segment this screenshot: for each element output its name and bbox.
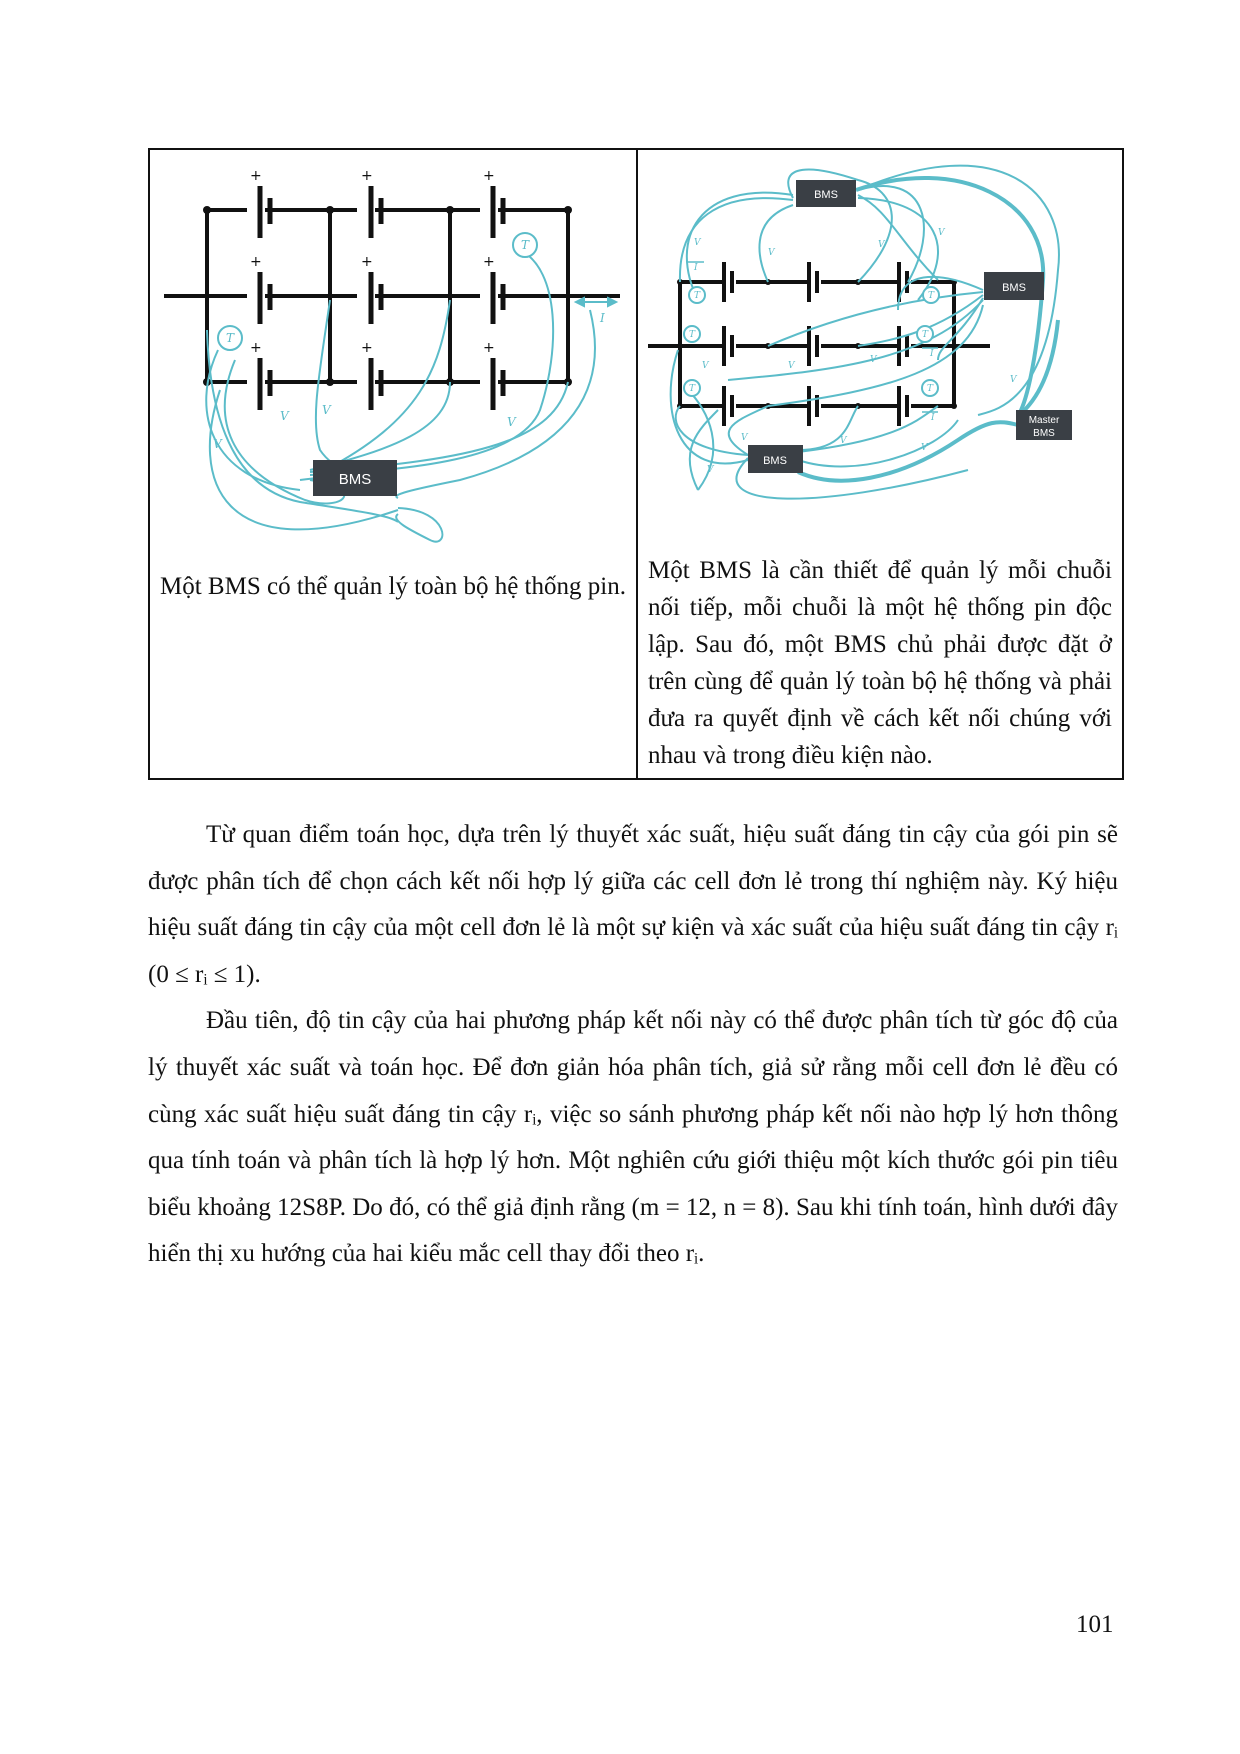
plus-label: + [483,254,495,270]
battery-cell-icon [724,326,732,366]
right-bms-middle [984,272,1044,300]
temp-label: T [689,330,696,340]
temp-label: T [927,384,934,394]
current-arrow-icon [576,298,616,306]
temp-label: T [689,384,696,394]
voltage-label: V [322,403,331,417]
plus-label: + [250,340,262,356]
plus-label: + [483,340,495,356]
battery-cell-icon [899,386,907,426]
temp-label: T [694,291,701,301]
voltage-label: V [921,443,928,453]
right-sensor-labels [689,228,1018,475]
voltage-label: V [938,228,945,238]
voltage-label: V [870,355,877,365]
plus-label: + [361,168,373,184]
current-label: I [930,349,934,359]
bms-label: BMS [814,189,838,201]
left-temp-sensors [218,233,537,350]
voltage-label: V [213,437,222,451]
left-bms-box [313,460,397,496]
page-number: 101 [1076,1611,1114,1638]
voltage-label: V [694,238,701,248]
left-caption: Một BMS có thể quản lý toàn bộ hệ thống pin. [160,573,626,600]
right-bms-bottom [748,445,803,473]
plus-label: + [361,340,373,356]
body-text [148,812,1118,1278]
voltage-label: V [878,240,885,250]
temp-label: T [922,330,929,340]
right-figure-cell [637,149,1123,779]
voltage-label: V [280,409,289,423]
right-master-bms [1016,410,1072,440]
current-label: I [694,263,698,273]
left-figure-cell [149,149,637,779]
battery-cell-icon [809,262,817,302]
voltage-label: V [788,361,795,371]
plus-label: + [483,168,495,184]
left-diagram [150,150,636,552]
right-bms-top [796,180,856,207]
right-sense-wires [671,166,1059,499]
temp-label: T [226,331,235,345]
voltage-label: V [840,436,847,446]
left-sense-wires [206,250,595,542]
temp-label: T [928,291,935,301]
temp-label: T [521,238,530,252]
paragraph: Đầu tiên, độ tin cậy của hai phương pháp kết nối này có thể được phân tích từ góc độ của lý thuyết xác suất và toán học. Để đơn giản hóa phân tích, giả sử rằng mỗi cell đơn lẻ đều có cùng xác suất hiệu suất đáng tin cậy rᵢ, việc so sánh phương pháp kết nối nào hợp lý hơn thông qua tính toán và phân tích là hợp lý hơn. Một nghiên cứu giới thiệu một kích thước gói pin tiêu biểu khoảng 12S8P. Do đó, có thể giả định rằng (m = 12, n = 8). Sau khi tính toán, hình dưới đây hiển thị xu hướng của hai kiểu mắc cell thay đổi theo rᵢ. [148,1007,1118,1268]
voltage-label: V [1010,375,1017,385]
battery-cell-icon [809,326,817,366]
paragraph: Từ quan điểm toán học, dựa trên lý thuyết xác suất, hiệu suất đáng tin cậy của gói pin sẽ được phân tích để chọn cách kết nối hợp lý giữa các cell đơn lẻ trong thí nghiệm này. Ký hiệu hiệu suất đáng tin cậy của một cell đơn lẻ là một sự kiện và xác suất của hiệu suất đáng tin cậy rᵢ (0 ≤ rᵢ ≤ 1). [148,821,1118,988]
master-label-line2: BMS [1033,428,1055,439]
figure-table [148,148,1124,780]
battery-cell-icon [899,326,907,366]
voltage-label: V [707,465,714,475]
current-label: I [600,311,605,325]
bms-label: BMS [763,455,787,467]
voltage-label: V [741,433,748,443]
current-label: I [931,413,935,423]
bms-label: BMS [1002,282,1026,294]
plus-label: + [250,168,262,184]
bms-label: BMS [338,471,372,488]
voltage-label: V [507,415,516,429]
battery-cell-icon [809,386,817,426]
right-caption: Một BMS là cần thiết để quản lý mỗi chuỗi nối tiếp, mỗi chuỗi là một hệ thống pin độc lập. Sau đó, một BMS chủ phải được đặt ở trên cùng để quản lý toàn bộ hệ thống và phải đưa ra quyết định về cách kết nối chúng với nhau và trong điều kiện nào. [648,557,1112,769]
plus-label: + [361,254,373,270]
master-label-line1: Master [1028,415,1060,426]
voltage-label: V [768,248,775,258]
voltage-label: V [702,361,709,371]
battery-cell-icon [724,386,732,426]
right-diagram [638,150,1122,552]
plus-label: + [250,254,262,270]
battery-cell-icon [724,262,732,302]
